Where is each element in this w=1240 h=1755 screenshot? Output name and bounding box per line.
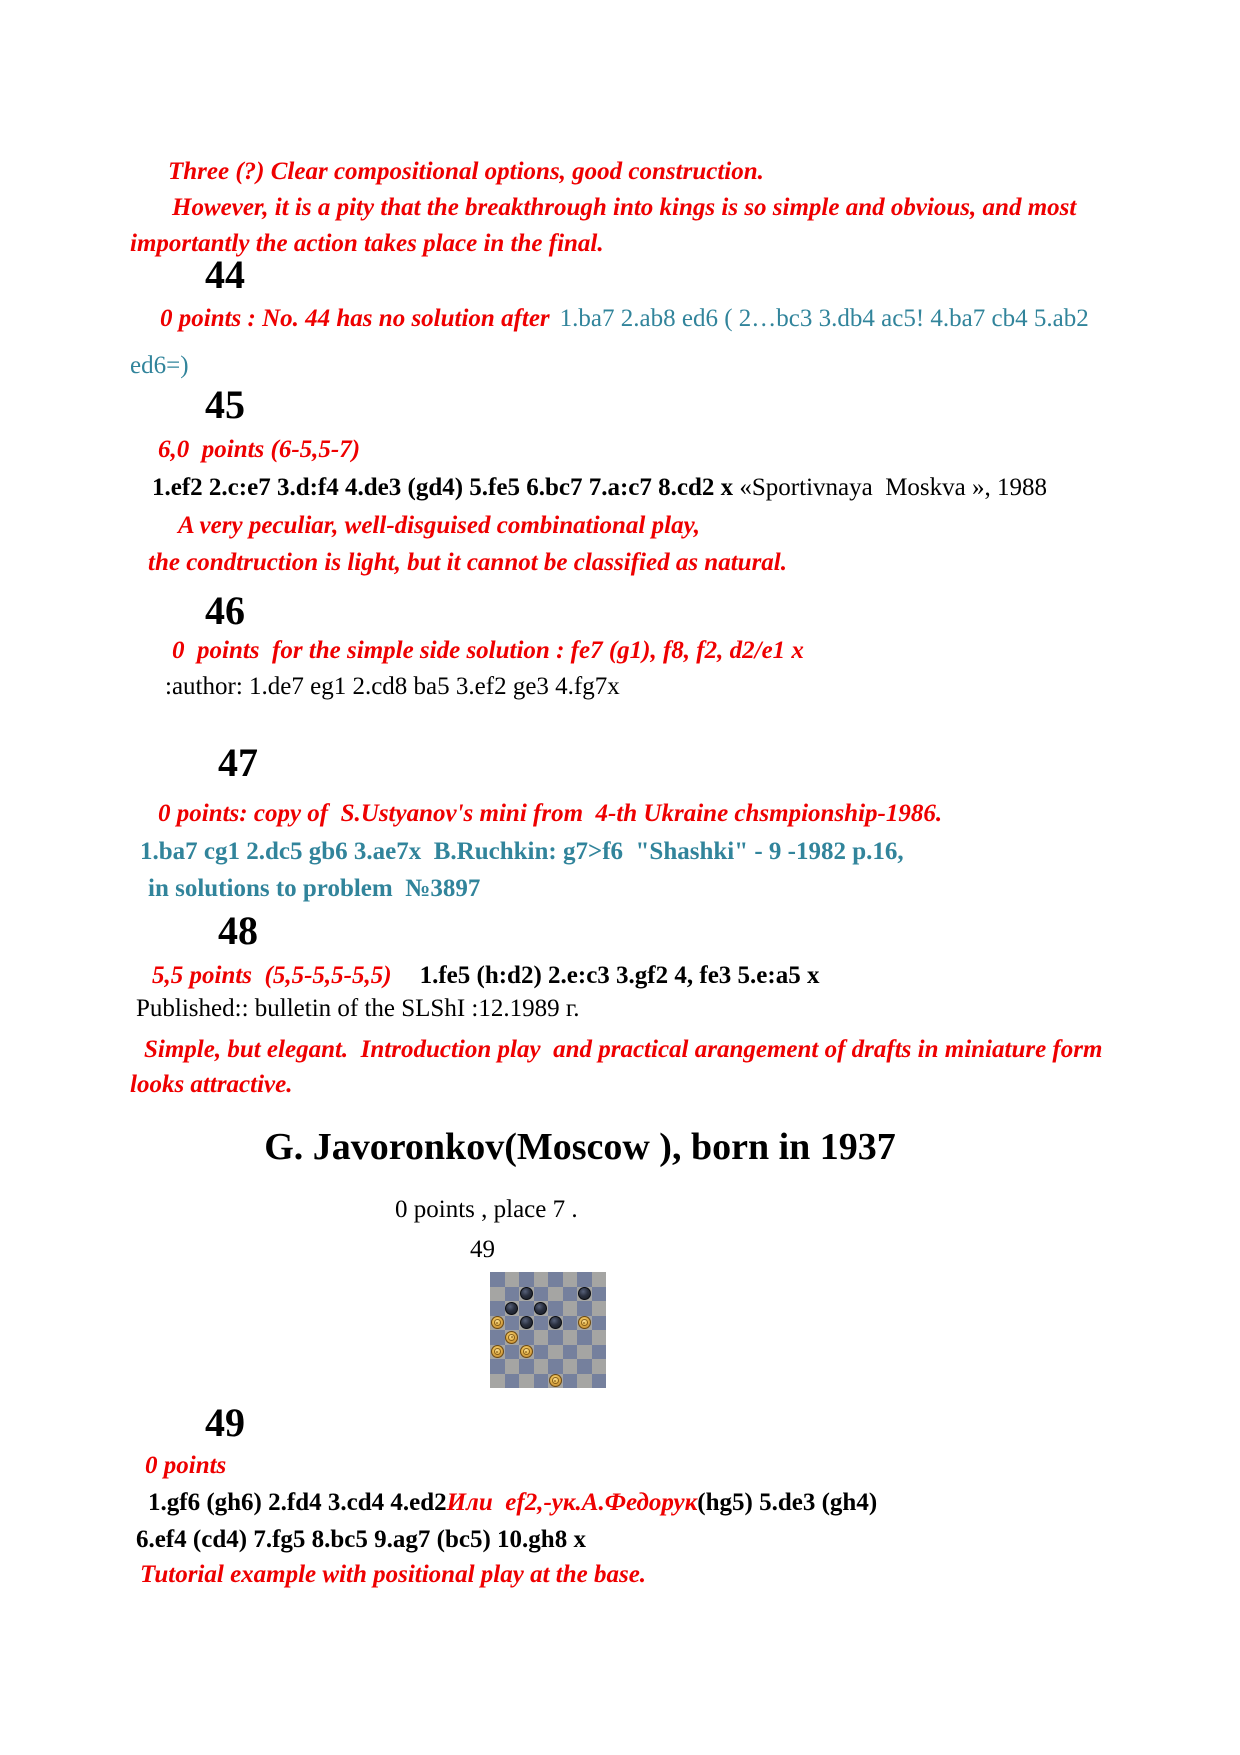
section-45-points: 6,0 points (6-5,5-7) (158, 436, 361, 463)
board-square (534, 1272, 549, 1287)
board-square (548, 1301, 563, 1316)
board-square (490, 1301, 505, 1316)
board-square (563, 1359, 578, 1374)
section-48-points-line (152, 962, 819, 991)
section-49-moves-1c: (hg5) 5.de3 (gh4) (697, 1489, 878, 1516)
white-piece (491, 1316, 504, 1329)
section-45-moves-line (152, 474, 1047, 503)
board-square (505, 1287, 520, 1302)
board-square (592, 1374, 607, 1389)
white-piece (549, 1374, 562, 1387)
board-square (505, 1359, 520, 1374)
board-square (534, 1359, 549, 1374)
black-piece (505, 1302, 518, 1315)
section-44-solution: 1.ba7 2.ab8 ed6 ( 2…bc3 3.db4 ac5! 4.ba7 cb4 5.ab2 (559, 305, 1089, 332)
section-46-author-solution: :author: 1.de7 eg1 2.cd8 ba5 3.ef2 ge3 4.fg7x (165, 673, 620, 700)
intro-comment-line-3: importantly the action takes place in the final. (130, 230, 604, 257)
board-square (534, 1287, 549, 1302)
section-49-moves-1a: 1.gf6 (gh6) 2.fd4 3.cd4 4.ed2 (148, 1489, 447, 1516)
section-49-variant-note: Или еf2,-ук.А.Федорук (446, 1489, 698, 1516)
board-square (563, 1374, 578, 1389)
board-square (563, 1272, 578, 1287)
board-square (534, 1330, 549, 1345)
board-square (490, 1287, 505, 1302)
section-46-verdict: 0 points for the simple side solution : fe7 (g1), f8, f2, d2/e1 x (172, 637, 804, 664)
board-square (592, 1301, 607, 1316)
board-square (592, 1330, 607, 1345)
black-piece (534, 1302, 547, 1315)
board-square (548, 1287, 563, 1302)
white-piece (491, 1345, 504, 1358)
black-piece (520, 1287, 533, 1300)
board-square (490, 1374, 505, 1389)
white-piece (578, 1316, 591, 1329)
board-square (519, 1272, 534, 1287)
board-square (490, 1330, 505, 1345)
section-48-number: 48 (218, 908, 258, 953)
board-square (592, 1345, 607, 1360)
board-square (592, 1287, 607, 1302)
board-square (490, 1272, 505, 1287)
black-piece (578, 1287, 591, 1300)
section-45-comment-2: the condtruction is light, but it cannot be classified as natural. (148, 549, 787, 576)
white-piece (520, 1345, 533, 1358)
section-48-points: 5,5 points (5,5-5,5-5,5) (152, 962, 392, 989)
board-square (577, 1359, 592, 1374)
board-square (505, 1316, 520, 1331)
black-piece (549, 1316, 562, 1329)
board-square (490, 1359, 505, 1374)
section-47-verdict: 0 points: copy of S.Ustyanov's mini from 4-th Ukraine chsmpionship-1986. (158, 800, 943, 827)
board-square (505, 1272, 520, 1287)
board-square (563, 1287, 578, 1302)
board-square (548, 1272, 563, 1287)
board-square (534, 1374, 549, 1389)
section-46-number: 46 (205, 588, 245, 633)
section-45-comment-1: A very peculiar, well-disguised combinational play, (178, 512, 700, 539)
section-47-solution-1: 1.ba7 cg1 2.dc5 gb6 3.ae7x B.Ruchkin: g7>f6 "Shashki" - 9 -1982 p.16, (140, 838, 904, 865)
board-square (548, 1330, 563, 1345)
board-square (563, 1301, 578, 1316)
board-square (534, 1316, 549, 1331)
board-square (534, 1345, 549, 1360)
author-heading: G. Javoronkov(Moscow ), born in 1937 (264, 1126, 896, 1168)
intro-comment-line-1: Three (?) Clear compositional options, good construction. (168, 158, 764, 185)
board-square (592, 1359, 607, 1374)
author-subtitle: 0 points , place 7 . (395, 1196, 578, 1223)
section-47-number: 47 (218, 740, 258, 785)
board-square (505, 1345, 520, 1360)
board-square (563, 1330, 578, 1345)
section-49-moves-line-1 (148, 1489, 877, 1518)
checkers-board (490, 1272, 606, 1388)
board-square (577, 1301, 592, 1316)
board-square (519, 1359, 534, 1374)
board-square (548, 1359, 563, 1374)
board-square (577, 1345, 592, 1360)
section-44-number: 44 (205, 252, 245, 297)
section-47-solution-2: in solutions to problem №3897 (148, 875, 481, 902)
section-49-moves-line-2: 6.ef4 (cd4) 7.fg5 8.bc5 9.ag7 (bc5) 10.gh8 x (136, 1526, 586, 1553)
board-square (592, 1316, 607, 1331)
section-45-moves: 1.ef2 2.c:e7 3.d:f4 4.de3 (gd4) 5.fe5 6.bc7 7.a:c7 8.cd2 x (152, 474, 740, 501)
section-44-solution-cont: ed6=) (130, 352, 189, 379)
section-44-verdict: 0 points : No. 44 has no solution after (160, 305, 550, 332)
board-square (548, 1345, 563, 1360)
board-square (505, 1374, 520, 1389)
section-49-number: 49 (205, 1400, 245, 1445)
board-square (577, 1374, 592, 1389)
section-48-moves: 1.fe5 (h:d2) 2.e:c3 3.gf2 4, fe3 5.e:a5 x (419, 962, 820, 989)
board-square (519, 1374, 534, 1389)
board-square (519, 1301, 534, 1316)
board-square (563, 1316, 578, 1331)
white-piece (505, 1331, 518, 1344)
section-49-comment: Tutorial example with positional play at the base. (140, 1561, 647, 1588)
section-48-published: Published:: bulletin of the SLShI :12.1989 г. (136, 995, 580, 1022)
board-square (519, 1330, 534, 1345)
section-48-comment-1: Simple, but elegant. Introduction play and practical arangement of drafts in miniature form (144, 1036, 1103, 1063)
board-square (592, 1272, 607, 1287)
board-square (563, 1345, 578, 1360)
section-48-comment-2: looks attractive. (130, 1071, 293, 1098)
black-piece (520, 1316, 533, 1329)
diagram-number: 49 (470, 1236, 495, 1263)
intro-comment-line-2: However, it is a pity that the breakthrough into kings is so simple and obvious, and most (172, 194, 1077, 221)
section-44-verdict-line (160, 305, 1089, 334)
section-45-source: «Sportivnaya Moskva », 1988 (739, 474, 1048, 501)
section-45-number: 45 (205, 382, 245, 427)
board-square (577, 1330, 592, 1345)
section-49-points: 0 points (145, 1452, 227, 1479)
board-square (577, 1272, 592, 1287)
